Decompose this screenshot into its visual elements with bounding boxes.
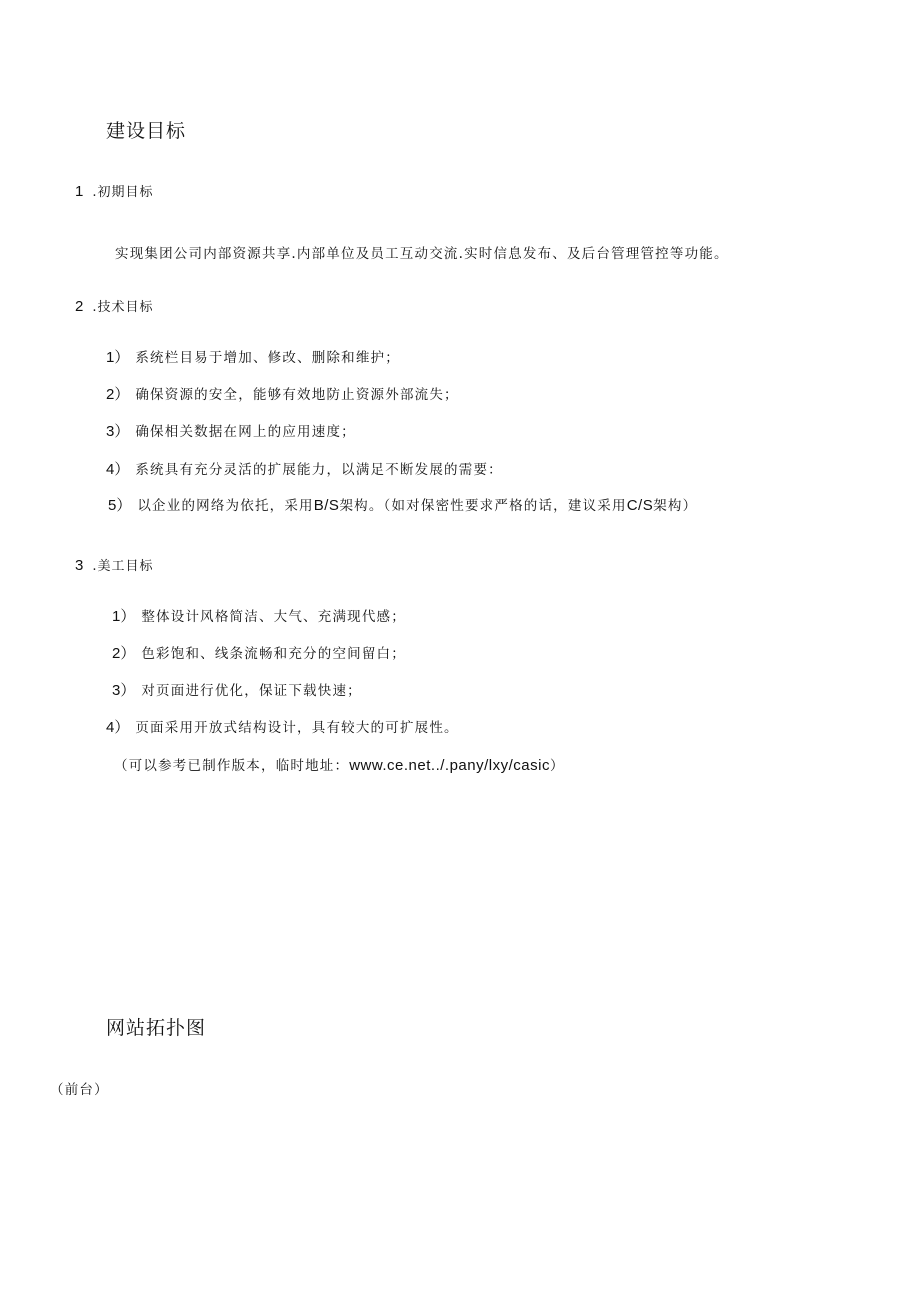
list-item <box>106 716 459 737</box>
list-item-text-part: 架构） <box>653 498 698 514</box>
section-1-title <box>75 181 153 200</box>
section-1-number: 1 <box>75 183 85 200</box>
list-item-number: 4） <box>106 719 130 736</box>
list-item <box>106 383 459 404</box>
list-item-text: 确保相关数据在网上的应用速度； <box>135 424 356 440</box>
list-item-text: 页面采用开放式结构设计，具有较大的可扩展性。 <box>135 720 459 736</box>
reference-note <box>114 754 565 774</box>
heading-construction-goals: 建设目标 <box>106 120 187 142</box>
list-item-text: 系统栏目易于增加、修改、删除和维护； <box>135 350 400 366</box>
list-item-text: 系统具有充分灵活的扩展能力，以满足不断发展的需要： <box>135 462 503 478</box>
list-item <box>106 346 400 367</box>
list-item-number: 4） <box>106 461 130 478</box>
frontend-label: （前台） <box>50 1082 109 1098</box>
list-item-number: 2） <box>112 645 136 662</box>
list-item-number: 1） <box>106 349 130 366</box>
list-item-text-part: 以企业的网络为依托，采用 <box>137 498 314 514</box>
section-3-number: 3 <box>75 557 85 574</box>
list-item-text-part: 架构。（如对保密性要求严格的话，建议采用 <box>339 498 627 514</box>
section-1-label: .初期目标 <box>92 185 154 200</box>
list-item-text: 色彩饱和、线条流畅和充分的空间留白； <box>141 646 406 662</box>
list-item-number: 3） <box>112 682 136 699</box>
bs-architecture-term: B/S <box>313 497 340 514</box>
list-item-text: 对页面进行优化，保证下载快速； <box>141 683 362 699</box>
section-2-number: 2 <box>75 298 85 315</box>
section-3-label: .美工目标 <box>92 559 154 574</box>
list-item-text: 确保资源的安全，能够有效地防止资源外部流失； <box>135 387 459 403</box>
reference-suffix: ） <box>549 758 565 774</box>
section-1-text: 实现集团公司内部资源共享.内部单位及员工互动交流.实时信息发布、及后台管理管控等功能。 <box>115 246 729 262</box>
list-item <box>106 420 356 441</box>
section-3-title <box>75 555 153 574</box>
cs-architecture-term: C/S <box>626 497 654 514</box>
list-item <box>108 494 697 515</box>
list-item-number: 5） <box>108 497 132 514</box>
list-item-number: 2） <box>106 386 130 403</box>
list-item <box>112 642 406 663</box>
list-item <box>112 679 362 700</box>
list-item-number: 1） <box>112 608 136 625</box>
section-2-label: .技术目标 <box>92 300 154 315</box>
reference-prefix: （可以参考已制作版本，临时地址： <box>114 758 350 774</box>
heading-site-topology: 网站拓扑图 <box>106 1017 207 1039</box>
list-item-text: 整体设计风格简洁、大气、充满现代感； <box>141 609 406 625</box>
list-item-number: 3） <box>106 423 130 440</box>
reference-url: www.ce.net../.pany/lxy/casic <box>349 757 550 774</box>
section-2-title <box>75 296 153 315</box>
list-item <box>112 605 406 626</box>
list-item <box>106 458 503 479</box>
